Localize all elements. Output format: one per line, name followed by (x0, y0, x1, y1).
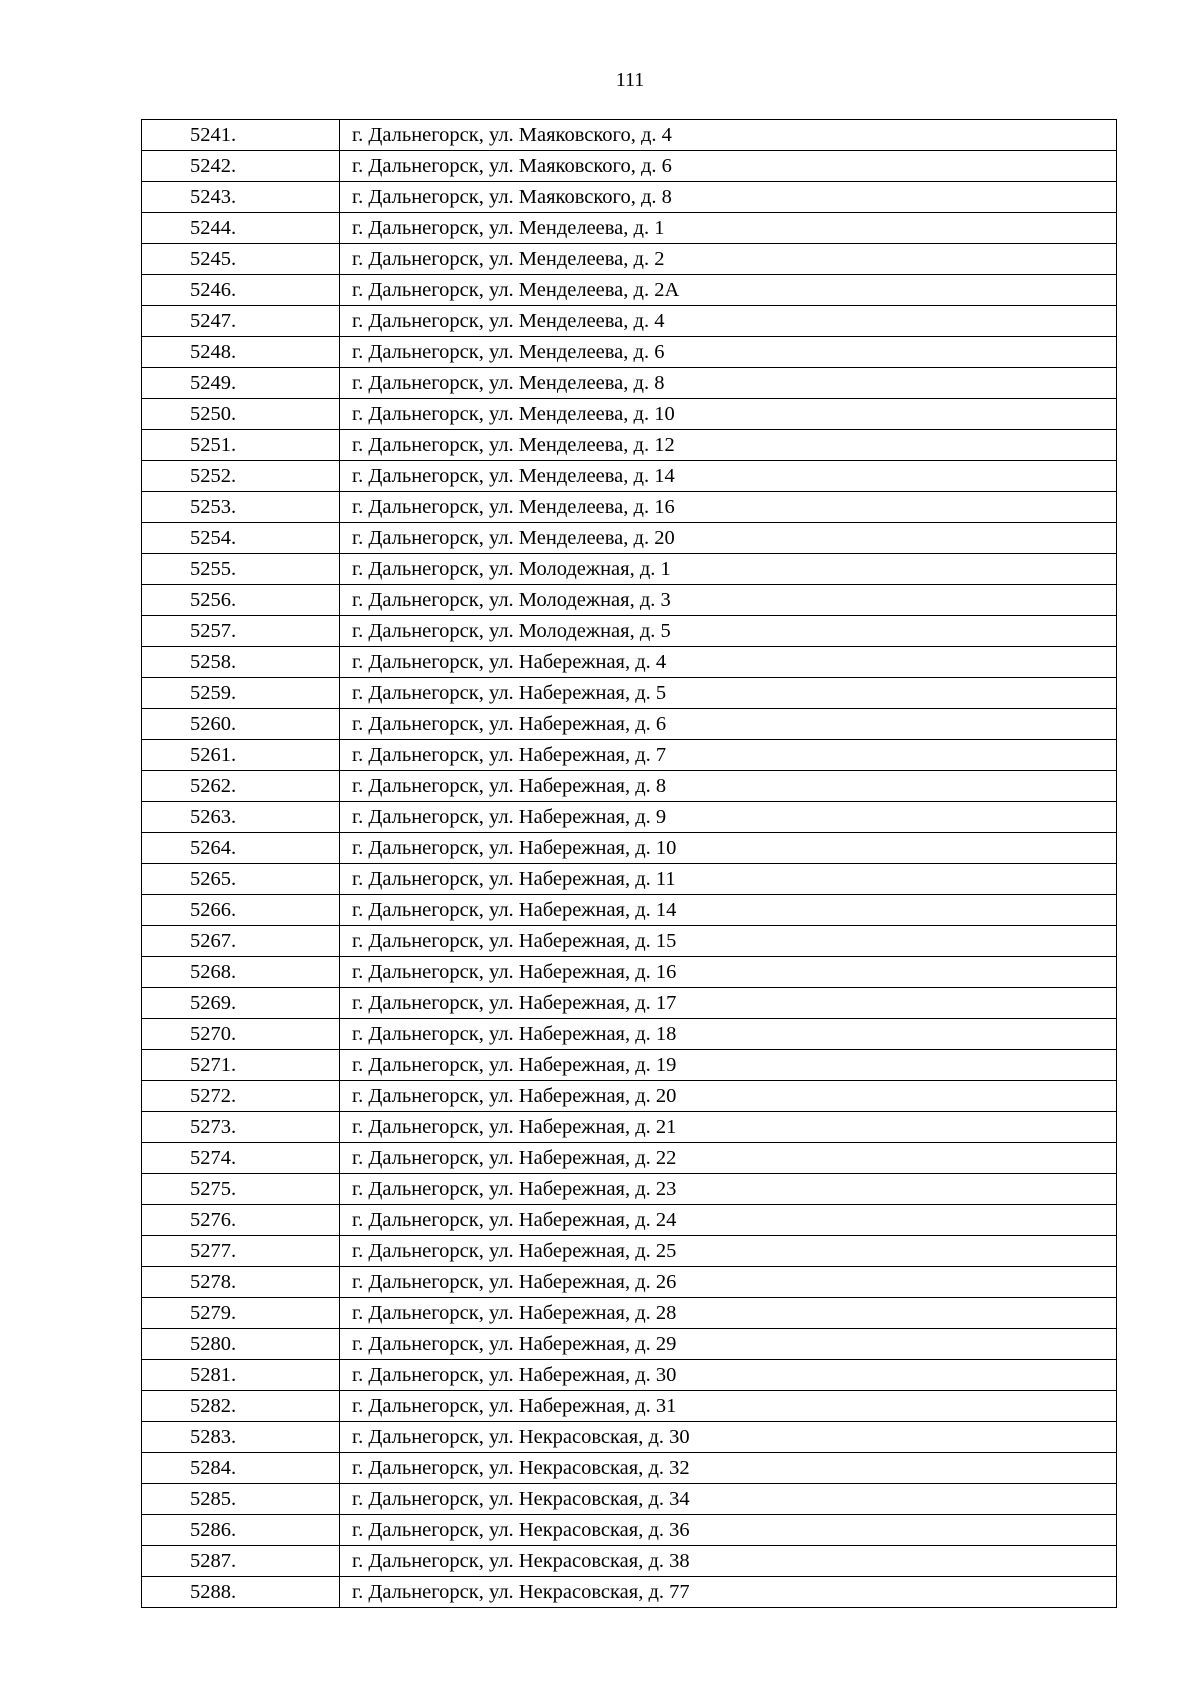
address-cell: г. Дальнегорск, ул. Молодежная, д. 5 (340, 616, 1117, 647)
address-table-body (142, 120, 1117, 1608)
row-number-cell: 5275. (142, 1174, 340, 1205)
table-row (142, 306, 1117, 337)
address-cell: г. Дальнегорск, ул. Некрасовская, д. 38 (340, 1546, 1117, 1577)
row-number-cell: 5255. (142, 554, 340, 585)
address-cell: г. Дальнегорск, ул. Некрасовская, д. 36 (340, 1515, 1117, 1546)
address-cell: г. Дальнегорск, ул. Некрасовская, д. 34 (340, 1484, 1117, 1515)
table-row (142, 554, 1117, 585)
address-cell: г. Дальнегорск, ул. Набережная, д. 20 (340, 1081, 1117, 1112)
table-row (142, 1360, 1117, 1391)
address-cell: г. Дальнегорск, ул. Набережная, д. 15 (340, 926, 1117, 957)
page-number: 111 (615, 69, 645, 91)
table-row (142, 1577, 1117, 1608)
table-row (142, 430, 1117, 461)
address-cell: г. Дальнегорск, ул. Менделеева, д. 6 (340, 337, 1117, 368)
row-number-cell: 5245. (142, 244, 340, 275)
row-number-cell: 5270. (142, 1019, 340, 1050)
table-row (142, 337, 1117, 368)
row-number-cell: 5279. (142, 1298, 340, 1329)
row-number-cell: 5274. (142, 1143, 340, 1174)
table-row (142, 1515, 1117, 1546)
address-cell: г. Дальнегорск, ул. Набережная, д. 24 (340, 1205, 1117, 1236)
row-number-cell: 5288. (142, 1577, 340, 1608)
row-number-cell: 5252. (142, 461, 340, 492)
table-row (142, 926, 1117, 957)
table-row (142, 1236, 1117, 1267)
address-cell: г. Дальнегорск, ул. Набережная, д. 7 (340, 740, 1117, 771)
table-row (142, 1112, 1117, 1143)
table-row (142, 678, 1117, 709)
table-row (142, 1174, 1117, 1205)
address-cell: г. Дальнегорск, ул. Маяковского, д. 8 (340, 182, 1117, 213)
row-number-cell: 5257. (142, 616, 340, 647)
row-number-cell: 5247. (142, 306, 340, 337)
address-cell: г. Дальнегорск, ул. Менделеева, д. 14 (340, 461, 1117, 492)
row-number-cell: 5283. (142, 1422, 340, 1453)
address-cell: г. Дальнегорск, ул. Менделеева, д. 20 (340, 523, 1117, 554)
row-number-cell: 5265. (142, 864, 340, 895)
address-cell: г. Дальнегорск, ул. Набережная, д. 31 (340, 1391, 1117, 1422)
row-number-cell: 5258. (142, 647, 340, 678)
row-number-cell: 5266. (142, 895, 340, 926)
row-number-cell: 5263. (142, 802, 340, 833)
address-cell: г. Дальнегорск, ул. Набережная, д. 10 (340, 833, 1117, 864)
table-row (142, 1205, 1117, 1236)
row-number-cell: 5259. (142, 678, 340, 709)
address-cell: г. Дальнегорск, ул. Менделеева, д. 2 (340, 244, 1117, 275)
address-cell: г. Дальнегорск, ул. Набережная, д. 29 (340, 1329, 1117, 1360)
row-number-cell: 5272. (142, 1081, 340, 1112)
table-row (142, 1329, 1117, 1360)
table-row (142, 895, 1117, 926)
address-cell: г. Дальнегорск, ул. Молодежная, д. 3 (340, 585, 1117, 616)
table-row (142, 213, 1117, 244)
address-cell: г. Дальнегорск, ул. Набережная, д. 30 (340, 1360, 1117, 1391)
row-number-cell: 5282. (142, 1391, 340, 1422)
table-row (142, 616, 1117, 647)
table-row (142, 1019, 1117, 1050)
table-row (142, 151, 1117, 182)
row-number-cell: 5262. (142, 771, 340, 802)
table-row (142, 709, 1117, 740)
address-cell: г. Дальнегорск, ул. Маяковского, д. 4 (340, 120, 1117, 151)
table-row (142, 740, 1117, 771)
row-number-cell: 5278. (142, 1267, 340, 1298)
address-cell: г. Дальнегорск, ул. Менделеева, д. 16 (340, 492, 1117, 523)
address-cell: г. Дальнегорск, ул. Менделеева, д. 12 (340, 430, 1117, 461)
table-row (142, 461, 1117, 492)
row-number-cell: 5267. (142, 926, 340, 957)
row-number-cell: 5284. (142, 1453, 340, 1484)
address-cell: г. Дальнегорск, ул. Молодежная, д. 1 (340, 554, 1117, 585)
row-number-cell: 5244. (142, 213, 340, 244)
address-cell: г. Дальнегорск, ул. Маяковского, д. 6 (340, 151, 1117, 182)
table-row (142, 771, 1117, 802)
address-cell: г. Дальнегорск, ул. Некрасовская, д. 30 (340, 1422, 1117, 1453)
row-number-cell: 5253. (142, 492, 340, 523)
table-row (142, 1546, 1117, 1577)
table-row (142, 523, 1117, 554)
row-number-cell: 5277. (142, 1236, 340, 1267)
address-cell: г. Дальнегорск, ул. Набережная, д. 21 (340, 1112, 1117, 1143)
address-cell: г. Дальнегорск, ул. Набережная, д. 9 (340, 802, 1117, 833)
address-cell: г. Дальнегорск, ул. Некрасовская, д. 32 (340, 1453, 1117, 1484)
table-row (142, 492, 1117, 523)
address-cell: г. Дальнегорск, ул. Менделеева, д. 2А (340, 275, 1117, 306)
row-number-cell: 5271. (142, 1050, 340, 1081)
row-number-cell: 5249. (142, 368, 340, 399)
table-row (142, 1298, 1117, 1329)
row-number-cell: 5251. (142, 430, 340, 461)
address-table (141, 119, 1117, 1608)
address-cell: г. Дальнегорск, ул. Набережная, д. 16 (340, 957, 1117, 988)
address-cell: г. Дальнегорск, ул. Набережная, д. 4 (340, 647, 1117, 678)
row-number-cell: 5250. (142, 399, 340, 430)
table-row (142, 1081, 1117, 1112)
address-cell: г. Дальнегорск, ул. Набережная, д. 22 (340, 1143, 1117, 1174)
table-row (142, 1391, 1117, 1422)
address-cell: г. Дальнегорск, ул. Набережная, д. 11 (340, 864, 1117, 895)
row-number-cell: 5241. (142, 120, 340, 151)
row-number-cell: 5285. (142, 1484, 340, 1515)
table-row (142, 1267, 1117, 1298)
table-row (142, 399, 1117, 430)
table-row (142, 182, 1117, 213)
address-cell: г. Дальнегорск, ул. Менделеева, д. 8 (340, 368, 1117, 399)
address-cell: г. Дальнегорск, ул. Набережная, д. 5 (340, 678, 1117, 709)
address-cell: г. Дальнегорск, ул. Набережная, д. 8 (340, 771, 1117, 802)
row-number-cell: 5248. (142, 337, 340, 368)
table-row (142, 864, 1117, 895)
row-number-cell: 5269. (142, 988, 340, 1019)
address-cell: г. Дальнегорск, ул. Набережная, д. 25 (340, 1236, 1117, 1267)
row-number-cell: 5256. (142, 585, 340, 616)
row-number-cell: 5242. (142, 151, 340, 182)
address-cell: г. Дальнегорск, ул. Набережная, д. 14 (340, 895, 1117, 926)
table-row (142, 833, 1117, 864)
table-row (142, 957, 1117, 988)
row-number-cell: 5261. (142, 740, 340, 771)
table-row (142, 1484, 1117, 1515)
table-row (142, 368, 1117, 399)
row-number-cell: 5286. (142, 1515, 340, 1546)
row-number-cell: 5276. (142, 1205, 340, 1236)
address-cell: г. Дальнегорск, ул. Набережная, д. 18 (340, 1019, 1117, 1050)
address-cell: г. Дальнегорск, ул. Набережная, д. 23 (340, 1174, 1117, 1205)
address-cell: г. Дальнегорск, ул. Набережная, д. 6 (340, 709, 1117, 740)
row-number-cell: 5243. (142, 182, 340, 213)
address-cell: г. Дальнегорск, ул. Менделеева, д. 1 (340, 213, 1117, 244)
row-number-cell: 5260. (142, 709, 340, 740)
table-row (142, 244, 1117, 275)
table-row (142, 585, 1117, 616)
row-number-cell: 5280. (142, 1329, 340, 1360)
address-cell: г. Дальнегорск, ул. Набережная, д. 28 (340, 1298, 1117, 1329)
address-cell: г. Дальнегорск, ул. Менделеева, д. 10 (340, 399, 1117, 430)
row-number-cell: 5287. (142, 1546, 340, 1577)
row-number-cell: 5246. (142, 275, 340, 306)
row-number-cell: 5268. (142, 957, 340, 988)
row-number-cell: 5264. (142, 833, 340, 864)
table-row (142, 1453, 1117, 1484)
table-row (142, 802, 1117, 833)
row-number-cell: 5281. (142, 1360, 340, 1391)
address-cell: г. Дальнегорск, ул. Некрасовская, д. 77 (340, 1577, 1117, 1608)
table-row (142, 647, 1117, 678)
table-row (142, 275, 1117, 306)
table-row (142, 1050, 1117, 1081)
row-number-cell: 5254. (142, 523, 340, 554)
table-row (142, 988, 1117, 1019)
table-row (142, 1422, 1117, 1453)
table-row (142, 1143, 1117, 1174)
address-cell: г. Дальнегорск, ул. Набережная, д. 26 (340, 1267, 1117, 1298)
address-cell: г. Дальнегорск, ул. Набережная, д. 17 (340, 988, 1117, 1019)
row-number-cell: 5273. (142, 1112, 340, 1143)
table-row (142, 120, 1117, 151)
address-cell: г. Дальнегорск, ул. Менделеева, д. 4 (340, 306, 1117, 337)
address-cell: г. Дальнегорск, ул. Набережная, д. 19 (340, 1050, 1117, 1081)
